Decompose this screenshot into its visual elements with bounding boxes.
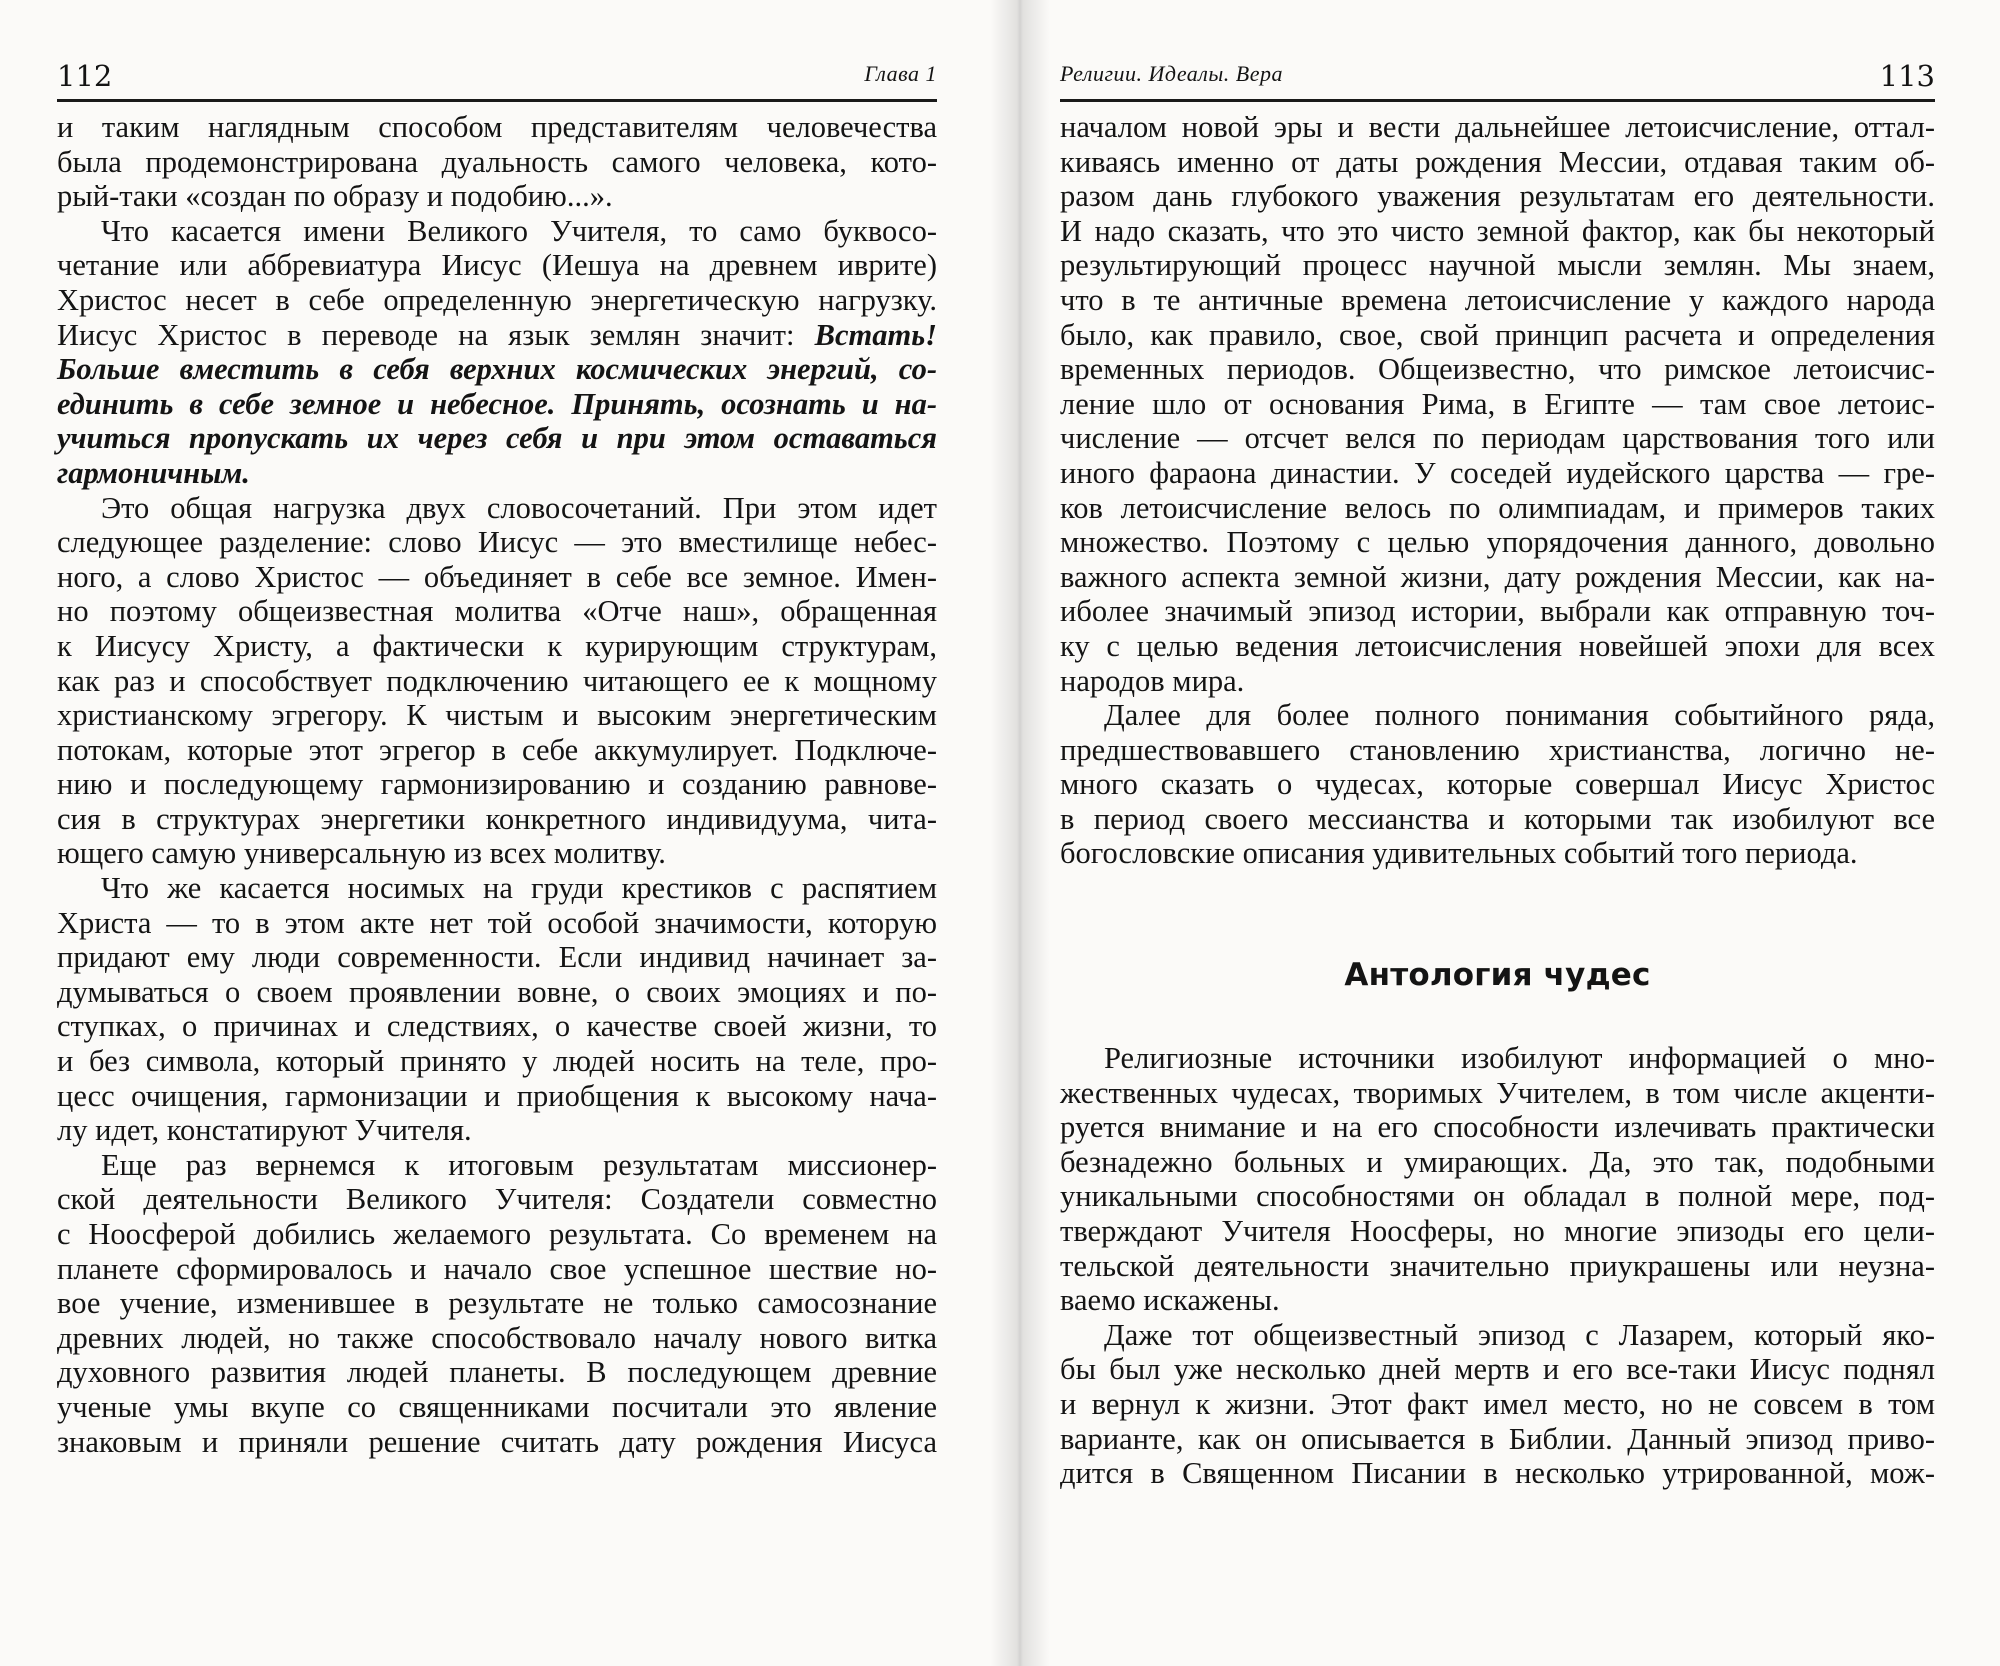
text-line: ющего самую универсальную из всех молитву. <box>57 836 666 871</box>
text-line: ление шло от основания Рима, в Египте — там свое летоис- <box>1060 386 1935 421</box>
emphasis-text: Встать! <box>814 317 937 352</box>
text-line: Даже тот общеизвестный эпизод с Лазарем, который яко- <box>1104 1317 1935 1352</box>
page-number: 112 <box>57 59 113 93</box>
text-line: ков летоисчисление велось по олимпиадам, и примеров таких <box>1060 490 1935 525</box>
text-line: придают ему люди современности. Если индивид начинает за- <box>57 940 937 975</box>
text-line: к Иисусу Христу, а фактически к курирующим структурам, <box>57 628 937 663</box>
text-line: И надо сказать, что это чисто земной фактор, как бы некоторый <box>1060 213 1935 248</box>
text-line: иного фараона династии. У соседей иудейского царства — гре- <box>1060 455 1935 490</box>
text-line: Это общая нагрузка двух словосочетаний. При этом идет <box>101 490 937 525</box>
text-line: Христос несет в себе определенную энергетическую нагрузку. <box>57 282 937 317</box>
text-line: христианскому эгрегору. К чистым и высоким энергетическим <box>57 698 937 733</box>
text-line: думываться о своем проявлении вовне, о своих эмоциях и по- <box>57 974 937 1009</box>
text-line: и вернул к жизни. Этот факт имел место, но не совсем в том <box>1060 1387 1935 1421</box>
text-line: древних людей, но также способствовало началу нового витка <box>57 1320 937 1355</box>
text-line: ской деятельности Великого Учителя: Создатели совместно <box>57 1182 937 1217</box>
text-line: духовного развития людей планеты. В последующем древние <box>57 1355 937 1390</box>
text-line: следующее разделение: слово Иисус — это вместилище небес- <box>57 525 937 560</box>
text-line: и без символа, который принято у людей носить на теле, про- <box>57 1044 937 1079</box>
section-heading: Антология чудес <box>1344 957 1651 994</box>
text-line: Иисус Христос в переводе на язык землян значит: Встать! <box>57 317 937 352</box>
text-line: учиться пропускать их через себя и при этом оставаться <box>57 421 937 456</box>
text-line: бы был уже несколько дней мертв и его все-таки Иисус поднял <box>1060 1352 1935 1387</box>
text-line: жественных чудесах, творимых Учителем, в том числе акценти- <box>1060 1075 1935 1110</box>
text-line: знаковым и приняли решение считать дату рождения Иисуса <box>57 1424 937 1459</box>
text-line: началом новой эры и вести дальнейшее летоисчисление, оттал- <box>1060 110 1935 144</box>
text-line: ваемо искажены. <box>1060 1283 1280 1318</box>
text-line: и таким наглядным способом представителям человечества <box>57 110 937 144</box>
text-line: четание или аббревиатура Иисус (Иешуа на древнем иврите) <box>57 248 937 283</box>
right-page <box>1015 0 2000 1666</box>
text-line: было, как правило, свое, свой принцип расчета и определения <box>1060 317 1935 352</box>
text-line: но поэтому общеизвестная молитва «Отче наш», обращенная <box>57 594 937 629</box>
text-line: гармоничным. <box>57 455 250 490</box>
text-line: народов мира. <box>1060 663 1245 698</box>
text-line: важного аспекта земной жизни, дату рождения Мессии, как на- <box>1060 559 1935 594</box>
text-line: руется внимание и на его способности излечивать практически <box>1060 1110 1935 1145</box>
text-line: разом дань глубокого уважения результатам его деятельности. <box>1060 179 1935 214</box>
text-line: множество. Поэтому с целью упорядочения данного, довольно <box>1060 525 1935 560</box>
text-line: временных периодов. Общеизвестно, что римское летоисчис- <box>1060 352 1935 387</box>
text-line: уникальными способностями он обладал в полной мере, под- <box>1060 1179 1935 1214</box>
text-line: Христа — то в этом акте нет той особой значимости, которую <box>57 905 937 940</box>
running-head: Религии. Идеалы. Вера <box>1060 61 1283 86</box>
text-line: была продемонстрирована дуальность самого человека, кото- <box>57 144 937 179</box>
text-line: киваясь именно от даты рождения Мессии, отдавая таким об- <box>1060 144 1935 179</box>
text-line: что в те античные времена летоисчисление у каждого народа <box>1060 282 1935 317</box>
text-line: как раз и способствует подключению читающего ее к мощному <box>57 663 937 698</box>
text-line: сия в структурах энергетики конкретного индивидуума, чита- <box>57 801 937 836</box>
text-line: ученые умы вкупе со священниками посчитали это явление <box>57 1389 937 1424</box>
text-line: нию и последующему гармонизированию и созданию равнове- <box>57 767 937 802</box>
text-line: Далее для более полного понимания событийного ряда, <box>1104 698 1935 733</box>
text-line: ного, а слово Христос — объединяет в себе все земное. Имен- <box>57 559 937 594</box>
running-head: Глава 1 <box>864 61 937 86</box>
text-line: иболее значимый эпизод истории, выбрали как отправную точ- <box>1060 594 1935 629</box>
right-page-text-after-heading <box>1060 1041 1935 1491</box>
text-line: с Ноосферой добились желаемого результата. Со временем на <box>57 1217 937 1251</box>
text-line: Больше вместить в себя верхних космических энергий, со- <box>57 352 937 387</box>
text-line: варианте, как он описывается в Библии. Данный эпизод приво- <box>1060 1421 1935 1456</box>
text-line: Что касается имени Великого Учителя, то само буквосо- <box>101 213 937 248</box>
text-line: Религиозные источники изобилуют информацией о мно- <box>1104 1041 1935 1076</box>
text-line: числение — отсчет велся по периодам царствования того или <box>1060 421 1935 456</box>
text-line: цесс очищения, гармонизации и приобщения к высокому нача- <box>57 1078 937 1113</box>
text-line: единить в себе земное и небесное. Принять, осознать и на- <box>57 386 937 421</box>
text-line: ку с целью ведения летоисчисления новейшей эпохи для всех <box>1060 628 1935 663</box>
text-line: ступках, о причинах и следствиях, о качестве своей жизни, то <box>57 1009 937 1044</box>
text-line: тельской деятельности значительно приукрашены или неузна- <box>1060 1248 1935 1283</box>
text-line: предшествовавшего становлению христианства, логично не- <box>1060 732 1935 767</box>
text-line: планете сформировалось и начало свое успешное шествие но- <box>57 1251 937 1286</box>
right-page-header <box>1060 55 1935 102</box>
text-line: результирующий процесс научной мысли землян. Мы знаем, <box>1060 248 1935 283</box>
text-line: дится в Священном Писании в несколько утрированной, мож- <box>1060 1456 1935 1491</box>
text-line: тверждают Учителя Ноосферы, но многие эпизоды его цели- <box>1060 1214 1935 1249</box>
left-page-header <box>57 55 937 102</box>
text-line: Еще раз вернемся к итоговым результатам миссионер- <box>101 1147 937 1182</box>
text-line: Что же касается носимых на груди крестиков с распятием <box>101 871 937 906</box>
left-page-text <box>57 110 937 1459</box>
text-line: много сказать о чудесах, которые совершал Иисус Христос <box>1060 767 1935 802</box>
text-line: лу идет, констатируют Учителя. <box>57 1113 472 1148</box>
text-line: безнадежно больных и умирающих. Да, это так, подобными <box>1060 1144 1935 1179</box>
text-line: в период своего мессианства и которыми так изобилуют все <box>1060 801 1935 836</box>
text-line: потокам, которые этот эгрегор в себе аккумулирует. Подключе- <box>57 732 937 767</box>
text-line: вое учение, изменившее в результате не только самосознание <box>57 1286 937 1321</box>
right-page-text <box>1060 110 1935 1491</box>
page-number: 113 <box>1879 59 1935 93</box>
text-line: богословские описания удивительных событий того периода. <box>1060 836 1858 871</box>
text-line: рый-таки «создан по образу и подобию...». <box>57 179 613 214</box>
right-page-text-before-heading <box>1060 110 1935 871</box>
